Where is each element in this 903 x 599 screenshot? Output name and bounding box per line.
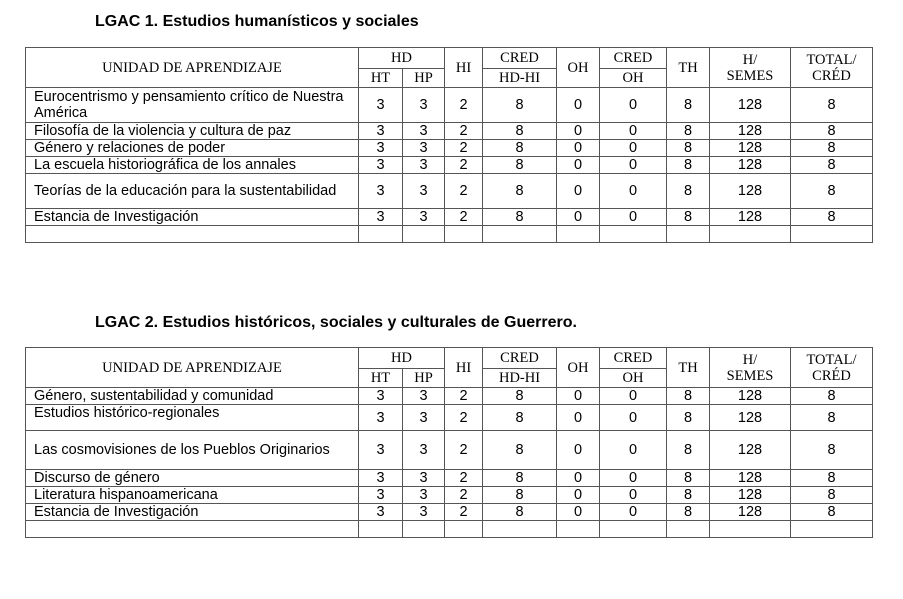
cred-value: 8 xyxy=(483,487,557,504)
cred-oh-value: 0 xyxy=(600,431,667,470)
cred-value: 8 xyxy=(483,388,557,405)
empty-cell xyxy=(26,521,359,538)
hp-value: 3 xyxy=(403,487,445,504)
cred-value: 8 xyxy=(483,209,557,226)
header-total-top: TOTAL/ xyxy=(806,351,857,368)
hp-value: 3 xyxy=(403,431,445,470)
unit-name: Filosofía de la violencia y cultura de paz xyxy=(26,123,359,140)
ht-value: 3 xyxy=(359,140,403,157)
oh-value: 0 xyxy=(557,209,600,226)
table-row xyxy=(26,470,873,487)
header-ht: HT xyxy=(359,69,403,88)
hp-value: 3 xyxy=(403,405,445,431)
hsemes-value: 128 xyxy=(710,431,791,470)
cred-oh-value: 0 xyxy=(600,157,667,174)
cred-oh-value: 0 xyxy=(600,140,667,157)
ht-value: 3 xyxy=(359,123,403,140)
total-value: 8 xyxy=(791,405,873,431)
hi-value: 2 xyxy=(445,405,483,431)
oh-value: 0 xyxy=(557,405,600,431)
table-row xyxy=(26,209,873,226)
ht-value: 3 xyxy=(359,157,403,174)
empty-cell xyxy=(600,226,667,243)
cred-value: 8 xyxy=(483,157,557,174)
total-value: 8 xyxy=(791,209,873,226)
header-th: TH xyxy=(667,48,710,88)
th-value: 8 xyxy=(667,405,710,431)
hi-value: 2 xyxy=(445,470,483,487)
th-value: 8 xyxy=(667,487,710,504)
th-value: 8 xyxy=(667,174,710,209)
cred-oh-value: 0 xyxy=(600,470,667,487)
ht-value: 3 xyxy=(359,470,403,487)
cred-oh-value: 0 xyxy=(600,504,667,521)
oh-value: 0 xyxy=(557,470,600,487)
empty-cell xyxy=(359,521,403,538)
table-row xyxy=(26,487,873,504)
hi-value: 2 xyxy=(445,123,483,140)
cred-oh-value: 0 xyxy=(600,487,667,504)
empty-cell xyxy=(791,521,873,538)
hsemes-value: 128 xyxy=(710,388,791,405)
hp-value: 3 xyxy=(403,504,445,521)
total-value: 8 xyxy=(791,88,873,123)
th-value: 8 xyxy=(667,88,710,123)
header-cred: CRED xyxy=(483,48,557,69)
total-value: 8 xyxy=(791,470,873,487)
unit-name: Estudios histórico-regionales xyxy=(26,405,359,431)
th-value: 8 xyxy=(667,388,710,405)
th-value: 8 xyxy=(667,504,710,521)
header-hd-hi: HD-HI xyxy=(483,69,557,88)
table-row xyxy=(26,157,873,174)
oh-value: 0 xyxy=(557,388,600,405)
unit-name: Estancia de Investigación xyxy=(26,209,359,226)
cred-value: 8 xyxy=(483,504,557,521)
cred-oh-value: 0 xyxy=(600,174,667,209)
ht-value: 3 xyxy=(359,487,403,504)
header-hd: HD xyxy=(359,48,445,69)
hp-value: 3 xyxy=(403,157,445,174)
oh-value: 0 xyxy=(557,504,600,521)
oh-value: 0 xyxy=(557,431,600,470)
hsemes-value: 128 xyxy=(710,174,791,209)
hp-value: 3 xyxy=(403,470,445,487)
cred-value: 8 xyxy=(483,174,557,209)
header-cred-oh: CRED xyxy=(600,48,667,69)
hi-value: 2 xyxy=(445,174,483,209)
empty-cell xyxy=(600,521,667,538)
oh-value: 0 xyxy=(557,174,600,209)
hp-value: 3 xyxy=(403,88,445,123)
header-total-bottom: CRÉD xyxy=(812,367,851,384)
unit-name: La escuela historiográfica de los annales xyxy=(26,157,359,174)
hsemes-value: 128 xyxy=(710,157,791,174)
header-total xyxy=(791,48,873,88)
header-oh-sub: OH xyxy=(600,369,667,388)
hp-value: 3 xyxy=(403,209,445,226)
table-row xyxy=(26,504,873,521)
header-oh: OH xyxy=(557,48,600,88)
empty-cell xyxy=(557,226,600,243)
table-row xyxy=(26,388,873,405)
credits-table xyxy=(25,47,873,243)
empty-cell xyxy=(667,521,710,538)
oh-value: 0 xyxy=(557,157,600,174)
header-unidad: UNIDAD DE APRENDIZAJE xyxy=(26,348,359,388)
ht-value: 3 xyxy=(359,388,403,405)
header-hsemes xyxy=(710,48,791,88)
ht-value: 3 xyxy=(359,88,403,123)
header-total xyxy=(791,348,873,388)
hsemes-value: 128 xyxy=(710,504,791,521)
header-hsemes-top: H/ xyxy=(742,51,758,68)
empty-cell xyxy=(791,226,873,243)
hp-value: 3 xyxy=(403,123,445,140)
total-value: 8 xyxy=(791,504,873,521)
cred-value: 8 xyxy=(483,405,557,431)
header-oh: OH xyxy=(557,348,600,388)
empty-cell xyxy=(483,226,557,243)
ht-value: 3 xyxy=(359,431,403,470)
ht-value: 3 xyxy=(359,504,403,521)
empty-cell xyxy=(445,226,483,243)
cred-oh-value: 0 xyxy=(600,405,667,431)
empty-cell xyxy=(403,226,445,243)
header-total-top: TOTAL/ xyxy=(806,51,857,68)
credits-table xyxy=(25,347,873,538)
table-row xyxy=(26,88,873,123)
cred-value: 8 xyxy=(483,140,557,157)
section-title: LGAC 1. Estudios humanísticos y sociales xyxy=(95,13,419,30)
header-hsemes-bottom: SEMES xyxy=(726,67,774,84)
empty-cell xyxy=(403,521,445,538)
oh-value: 0 xyxy=(557,140,600,157)
empty-cell xyxy=(557,521,600,538)
unit-name: Discurso de género xyxy=(26,470,359,487)
total-value: 8 xyxy=(791,157,873,174)
unit-name: Género, sustentabilidad y comunidad xyxy=(26,388,359,405)
oh-value: 0 xyxy=(557,88,600,123)
empty-row xyxy=(26,226,873,243)
header-hd-hi: HD-HI xyxy=(483,369,557,388)
hsemes-value: 128 xyxy=(710,123,791,140)
ht-value: 3 xyxy=(359,174,403,209)
table-row xyxy=(26,431,873,470)
oh-value: 0 xyxy=(557,487,600,504)
hi-value: 2 xyxy=(445,209,483,226)
header-cred-oh: CRED xyxy=(600,348,667,369)
hp-value: 3 xyxy=(403,140,445,157)
hi-value: 2 xyxy=(445,487,483,504)
table-row xyxy=(26,174,873,209)
header-ht: HT xyxy=(359,369,403,388)
header-total-bottom: CRÉD xyxy=(812,67,851,84)
hi-value: 2 xyxy=(445,140,483,157)
hp-value: 3 xyxy=(403,174,445,209)
cred-value: 8 xyxy=(483,431,557,470)
empty-row xyxy=(26,521,873,538)
empty-cell xyxy=(26,226,359,243)
header-hp: HP xyxy=(403,69,445,88)
table-row xyxy=(26,140,873,157)
empty-cell xyxy=(445,521,483,538)
th-value: 8 xyxy=(667,123,710,140)
empty-cell xyxy=(710,521,791,538)
cred-oh-value: 0 xyxy=(600,209,667,226)
empty-cell xyxy=(710,226,791,243)
th-value: 8 xyxy=(667,470,710,487)
header-hp: HP xyxy=(403,369,445,388)
header-hi: HI xyxy=(445,348,483,388)
header-th: TH xyxy=(667,348,710,388)
empty-cell xyxy=(667,226,710,243)
hi-value: 2 xyxy=(445,504,483,521)
cred-oh-value: 0 xyxy=(600,88,667,123)
th-value: 8 xyxy=(667,140,710,157)
hsemes-value: 128 xyxy=(710,405,791,431)
hi-value: 2 xyxy=(445,388,483,405)
hi-value: 2 xyxy=(445,431,483,470)
header-hsemes xyxy=(710,348,791,388)
unit-name: Las cosmovisiones de los Pueblos Originarios xyxy=(26,431,359,470)
hi-value: 2 xyxy=(445,88,483,123)
hp-value: 3 xyxy=(403,388,445,405)
cred-oh-value: 0 xyxy=(600,388,667,405)
hsemes-value: 128 xyxy=(710,88,791,123)
hsemes-value: 128 xyxy=(710,140,791,157)
unit-name: Estancia de Investigación xyxy=(26,504,359,521)
cred-value: 8 xyxy=(483,88,557,123)
hsemes-value: 128 xyxy=(710,470,791,487)
total-value: 8 xyxy=(791,123,873,140)
empty-cell xyxy=(483,521,557,538)
empty-cell xyxy=(359,226,403,243)
oh-value: 0 xyxy=(557,123,600,140)
header-hi: HI xyxy=(445,48,483,88)
total-value: 8 xyxy=(791,140,873,157)
header-oh-sub: OH xyxy=(600,69,667,88)
th-value: 8 xyxy=(667,209,710,226)
header-hd: HD xyxy=(359,348,445,369)
cred-oh-value: 0 xyxy=(600,123,667,140)
cred-value: 8 xyxy=(483,123,557,140)
total-value: 8 xyxy=(791,388,873,405)
ht-value: 3 xyxy=(359,209,403,226)
hsemes-value: 128 xyxy=(710,209,791,226)
header-hsemes-top: H/ xyxy=(742,351,758,368)
unit-name: Género y relaciones de poder xyxy=(26,140,359,157)
cred-value: 8 xyxy=(483,470,557,487)
total-value: 8 xyxy=(791,487,873,504)
unit-name: Teorías de la educación para la sustentabilidad xyxy=(26,174,359,209)
unit-name: Eurocentrismo y pensamiento crítico de Nuestra América xyxy=(26,88,359,123)
hi-value: 2 xyxy=(445,157,483,174)
total-value: 8 xyxy=(791,174,873,209)
total-value: 8 xyxy=(791,431,873,470)
th-value: 8 xyxy=(667,431,710,470)
unit-name: Literatura hispanoamericana xyxy=(26,487,359,504)
hsemes-value: 128 xyxy=(710,487,791,504)
th-value: 8 xyxy=(667,157,710,174)
header-unidad: UNIDAD DE APRENDIZAJE xyxy=(26,48,359,88)
header-hsemes-bottom: SEMES xyxy=(726,367,774,384)
table-row xyxy=(26,123,873,140)
ht-value: 3 xyxy=(359,405,403,431)
table-row xyxy=(26,405,873,431)
header-cred: CRED xyxy=(483,348,557,369)
section-title: LGAC 2. Estudios históricos, sociales y culturales de Guerrero. xyxy=(95,314,577,331)
